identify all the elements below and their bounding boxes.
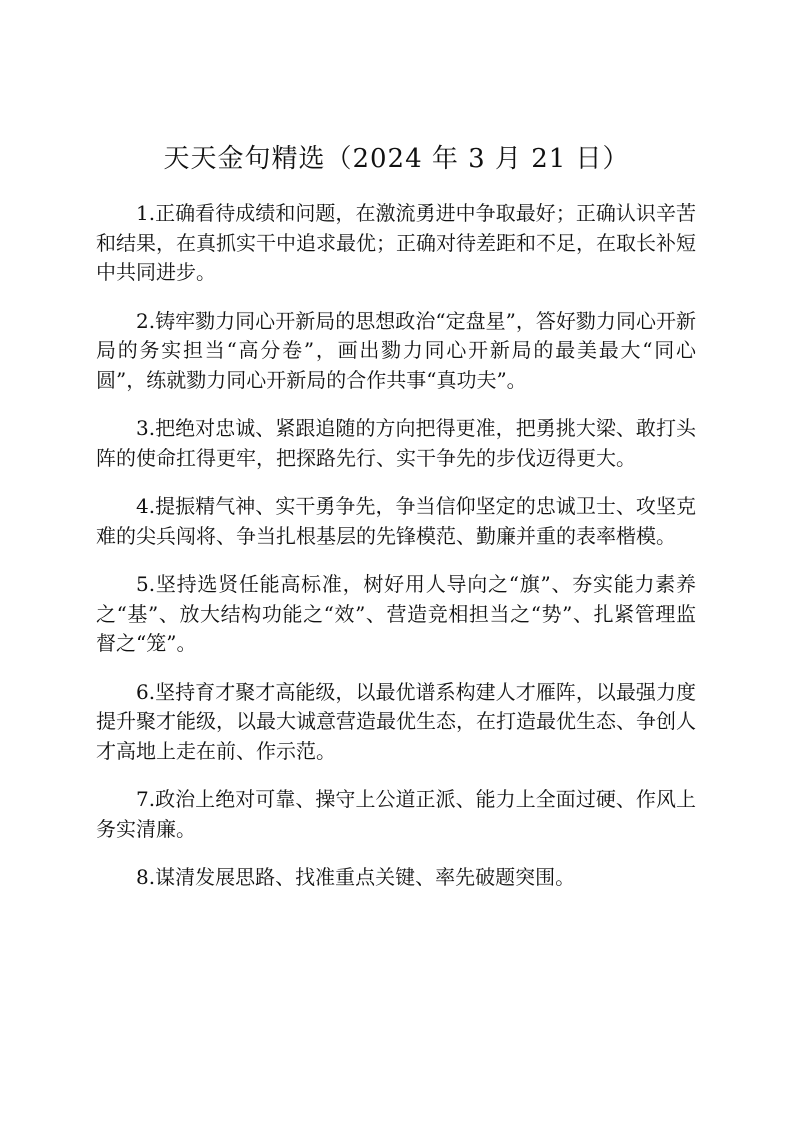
paragraph-8: 8.谋清发展思路、找准重点关键、率先破题突围。 <box>136 865 576 889</box>
paragraph-2: 2.铸牢勠力同心开新局的思想政治“定盘星”，答好勠力同心开新局的务实担当“高分卷”，画出勠力同心开新局的最美最大“同心圆”，练就勠力同心开新局的合作共事“真功夫”。 <box>96 308 696 392</box>
document-title: 天天金句精选（2024 年 3 月 21 日） <box>163 144 630 174</box>
paragraph-1: 1.正确看待成绩和问题，在激流勇进中争取最好；正确认识辛苦和结果，在真抓实干中追求最优；正确对待差距和不足，在取长补短中共同进步。 <box>96 201 696 284</box>
paragraph-5: 5.坚持选贤任能高标准，树好用人导向之“旗”、夯实能力素养之“基”、放大结构功能之“效”、营造竞相担当之“势”、扎紧管理监督之“笼”。 <box>96 572 696 655</box>
document-body <box>96 199 696 912</box>
paragraph-6: 6.坚持育才聚才高能级，以最优谱系构建人才雁阵，以最强力度提升聚才能级，以最大诚意营造最优生态，在打造最优生态、争创人才高地上走在前、作示范。 <box>96 679 696 763</box>
paragraph-3: 3.把绝对忠诚、紧跟追随的方向把得更准，把勇挑大梁、敢打头阵的使命扛得更牢，把探路先行、实干争先的步伐迈得更大。 <box>96 416 696 470</box>
paragraph-4: 4.提振精气神、实干勇争先，争当信仰坚定的忠诚卫士、攻坚克难的尖兵闯将、争当扎根基层的先锋模范、勤廉并重的表率楷模。 <box>96 494 696 548</box>
paragraph-7: 7.政治上绝对可靠、操守上公道正派、能力上全面过硬、作风上务实清廉。 <box>96 787 696 841</box>
